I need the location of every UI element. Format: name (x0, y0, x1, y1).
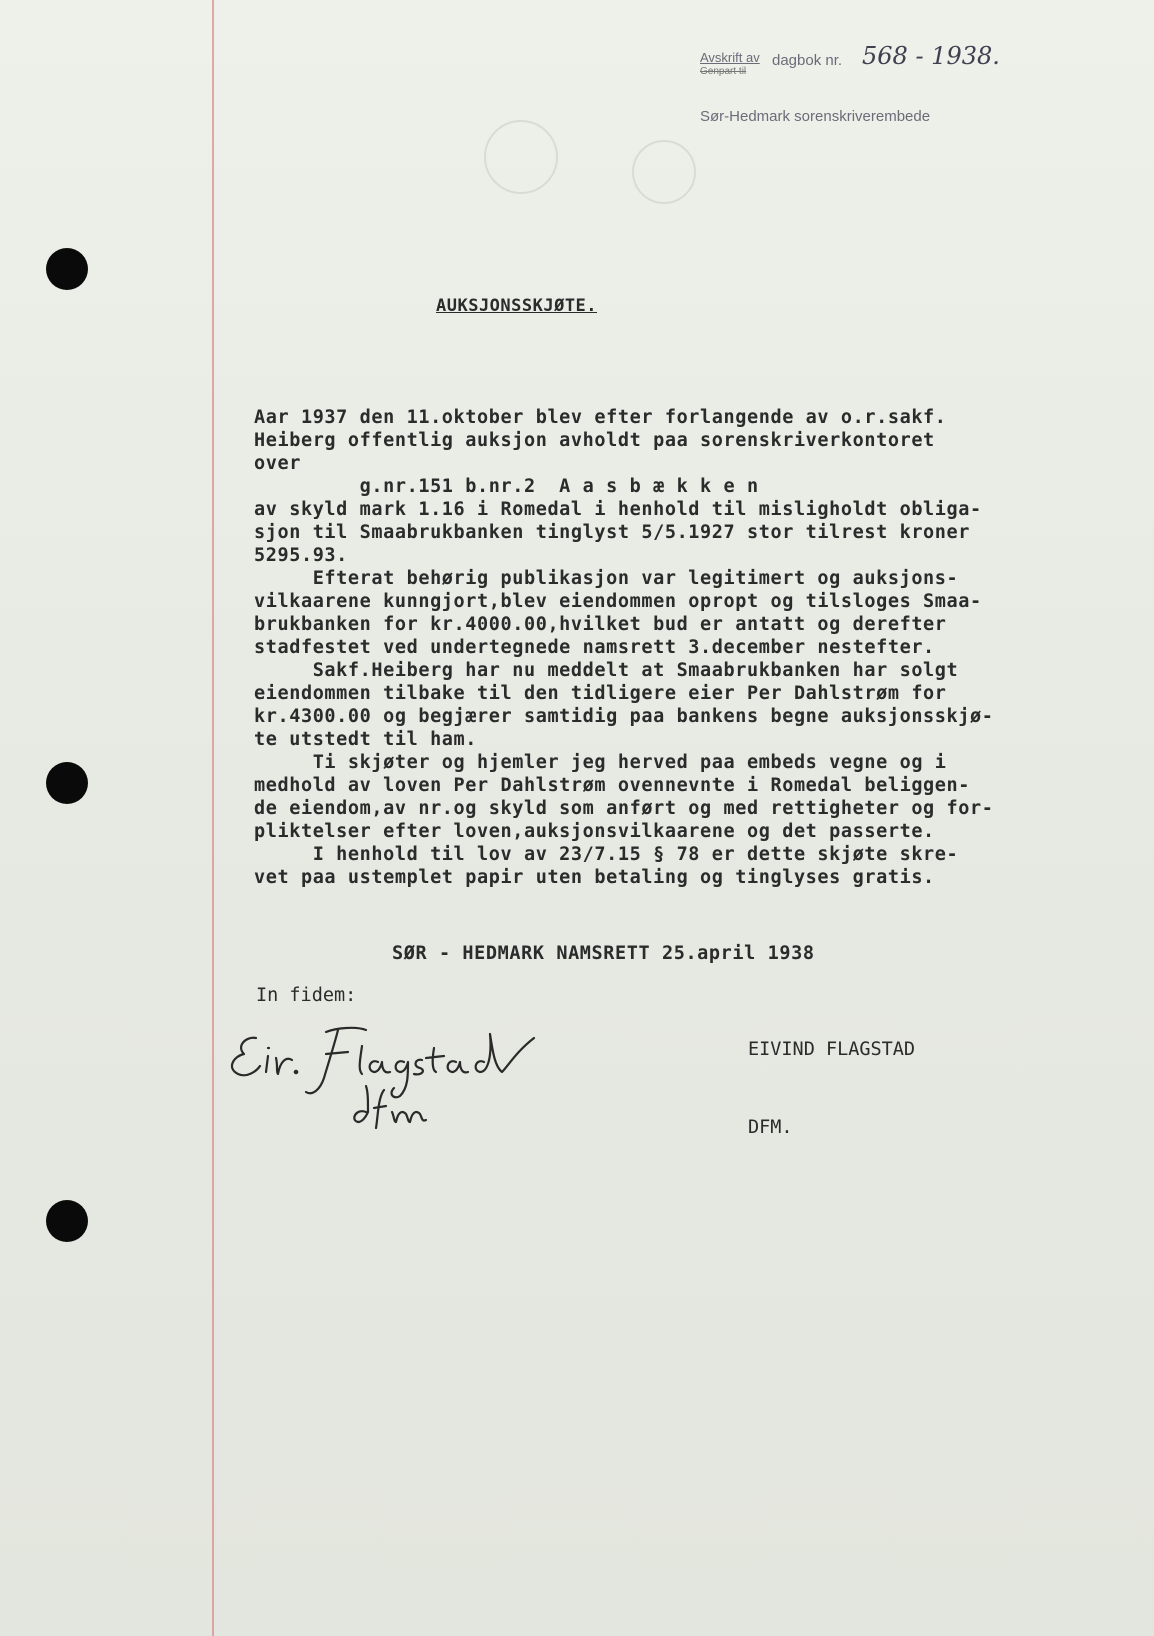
document-body (254, 406, 1134, 889)
office-name: Sør-Hedmark sorenskriverembede (700, 108, 931, 125)
punch-hole-middle (46, 762, 88, 804)
document-title: AUKSJONSSKJØTE. (436, 296, 598, 316)
faint-stamp-ring (632, 140, 696, 204)
body-line: eiendommen tilbake til den tidligere eier Per Dahlstrøm for (254, 683, 947, 704)
body-line: Sakf.Heiberg har nu meddelt at Smaabrukbanken har solgt (254, 660, 959, 681)
avskrift-label: Avskrift av (700, 50, 760, 65)
struck-label: Genpart til (700, 66, 747, 77)
body-line: over (254, 453, 301, 474)
body-line: Aar 1937 den 11.oktober blev efter forlangende av o.r.sakf. (254, 407, 947, 428)
body-line: vilkaarene kunngjort,blev eiendommen opropt og tilsloges Smaa- (254, 591, 982, 612)
body-line: brukbanken for kr.4000.00,hvilket bud er antatt og derefter (254, 614, 947, 635)
body-line: Ti skjøter og hjemler jeg herved paa embeds vegne og i (254, 752, 947, 773)
punch-hole-top (46, 248, 88, 290)
body-line: I henhold til lov av 23/7.15 § 78 er dette skjøte skre- (254, 844, 959, 865)
body-line: vet paa ustemplet papir uten betaling og tinglyses gratis. (254, 867, 935, 888)
body-line: pliktelser efter loven,auksjonsvilkaarene og det passerte. (254, 821, 935, 842)
punch-hole-bottom (46, 1200, 88, 1242)
body-line: Heiberg offentlig auksjon avholdt paa sorenskriverkontoret (254, 430, 935, 451)
body-line: de eiendom,av nr.og skyld som anført og med rettigheter og for- (254, 798, 994, 819)
body-line: 5295.93. (254, 545, 348, 566)
body-line: av skyld mark 1.16 i Romedal i henhold til misligholdt obliga- (254, 499, 982, 520)
red-margin-line (212, 0, 214, 1636)
body-line: stadfestet ved undertegnede namsrett 3.december nestefter. (254, 637, 935, 658)
body-line: kr.4300.00 og begjærer samtidig paa bankens begne auksjonsskjø- (254, 706, 994, 727)
handwritten-signature-icon (216, 1016, 556, 1136)
body-line: medhold av loven Per Dahlstrøm ovennevnte i Romedal beliggen- (254, 775, 971, 796)
signer-name: EIVIND FLAGSTAD (748, 1039, 916, 1060)
signer-title: DFM. (748, 1117, 793, 1138)
body-line: g.nr.151 b.nr.2 A a s b æ k k e n (254, 476, 759, 497)
place-date-line: SØR - HEDMARK NAMSRETT 25.april 1938 (392, 943, 815, 964)
body-line: sjon til Smaabrukbanken tinglyst 5/5.1927 stor tilrest kroner (254, 522, 971, 543)
dagbok-number: 568 - 1938. (862, 42, 1000, 70)
signer-block (748, 985, 915, 1193)
archive-header (700, 42, 1120, 125)
faint-stamp-ring (484, 120, 558, 194)
body-line: te utstedt til ham. (254, 729, 478, 750)
body-line: Efterat behørig publikasjon var legitimert og auksjons- (254, 568, 959, 589)
dagbok-label: dagbok nr. (772, 52, 843, 69)
in-fidem-label: In fidem: (256, 985, 357, 1006)
